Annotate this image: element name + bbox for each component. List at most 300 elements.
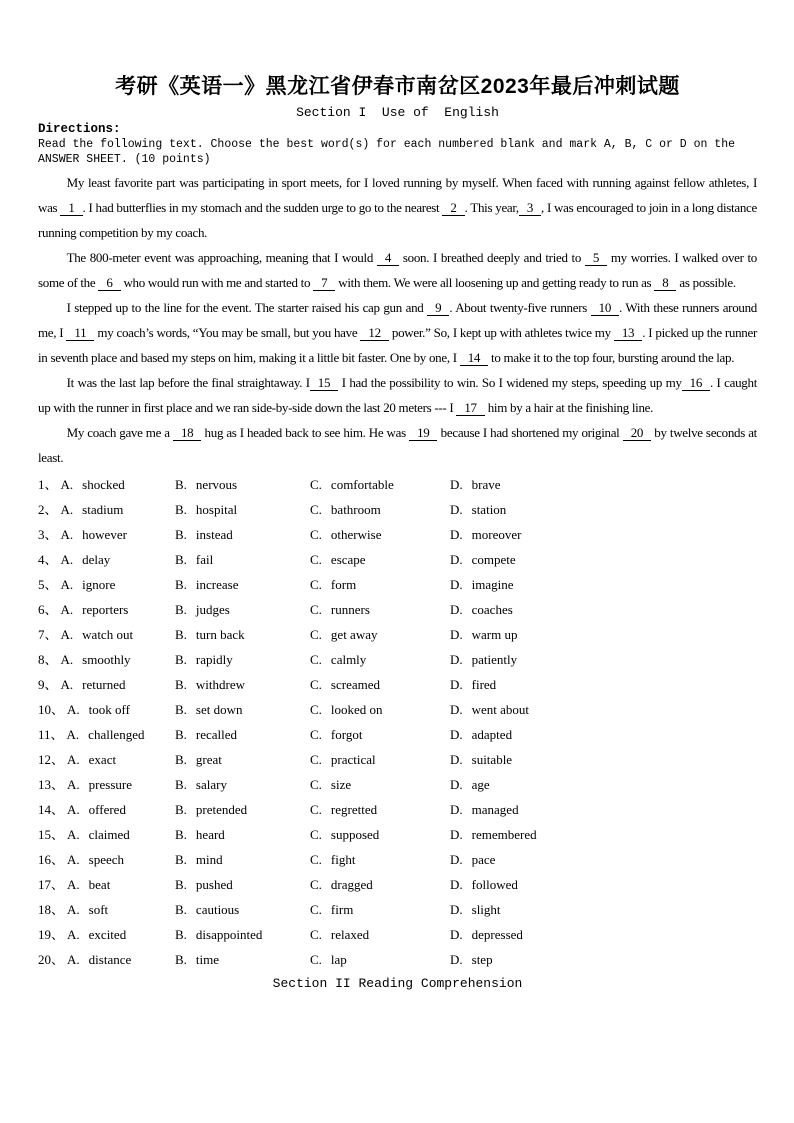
option-label: C. bbox=[310, 752, 322, 767]
option-label: A. bbox=[67, 902, 80, 917]
option-label: B. bbox=[175, 777, 187, 792]
option-text: smoothly bbox=[82, 652, 131, 667]
option-label: D. bbox=[450, 502, 463, 517]
option-label: C. bbox=[310, 677, 322, 692]
passage-text: . I had butterflies in my stomach and the sudden urge to go to the nearest bbox=[82, 200, 443, 215]
question-11-option-c bbox=[310, 722, 450, 747]
option-text: fight bbox=[330, 852, 356, 867]
question-number: 10、 bbox=[38, 702, 65, 717]
cloze-blank-13: 13 bbox=[614, 325, 642, 341]
question-6-option-a bbox=[38, 597, 175, 622]
option-label: D. bbox=[450, 752, 463, 767]
passage-text: him by a hair at the finishing line. bbox=[484, 400, 654, 415]
cloze-blank-6: 6 bbox=[98, 275, 120, 291]
option-text: pretended bbox=[195, 802, 248, 817]
question-number: 3、 bbox=[38, 527, 58, 542]
cloze-blank-4: 4 bbox=[377, 250, 399, 266]
option-label: B. bbox=[175, 527, 187, 542]
option-label: B. bbox=[175, 827, 187, 842]
question-5-option-b bbox=[175, 572, 310, 597]
option-text: bathroom bbox=[330, 502, 381, 517]
option-label: D. bbox=[450, 852, 463, 867]
question-3-option-d bbox=[450, 522, 757, 547]
question-4-option-a bbox=[38, 547, 175, 572]
option-label: C. bbox=[310, 552, 322, 567]
question-number: 6、 bbox=[38, 602, 58, 617]
question-number: 20、 bbox=[38, 952, 65, 967]
question-19-option-c bbox=[310, 922, 450, 947]
question-number: 16、 bbox=[38, 852, 65, 867]
passage-text: hug as I headed back to see him. He was bbox=[201, 425, 410, 440]
option-label: D. bbox=[450, 527, 463, 542]
question-18-option-a bbox=[38, 897, 175, 922]
option-label: C. bbox=[310, 702, 322, 717]
option-text: moreover bbox=[471, 527, 522, 542]
option-label: C. bbox=[310, 627, 322, 642]
option-text: pace bbox=[471, 852, 496, 867]
option-label: D. bbox=[450, 652, 463, 667]
option-text: took off bbox=[88, 702, 130, 717]
cloze-blank-17: 17 bbox=[456, 400, 484, 416]
question-row-8 bbox=[38, 647, 757, 672]
passage-text: My coach gave me a bbox=[66, 425, 173, 440]
question-20-option-c bbox=[310, 947, 450, 972]
option-label: A. bbox=[60, 627, 74, 642]
option-text: coaches bbox=[471, 602, 513, 617]
question-12-option-d bbox=[450, 747, 757, 772]
option-label: D. bbox=[450, 702, 463, 717]
passage-paragraph bbox=[38, 170, 757, 245]
question-13-option-b bbox=[175, 772, 310, 797]
question-6-option-b bbox=[175, 597, 310, 622]
question-9-option-d bbox=[450, 672, 757, 697]
question-8-option-d bbox=[450, 647, 757, 672]
question-17-option-a bbox=[38, 872, 175, 897]
question-15-option-d bbox=[450, 822, 757, 847]
option-text: pressure bbox=[88, 777, 132, 792]
option-text: hospital bbox=[195, 502, 238, 517]
question-2-option-d bbox=[450, 497, 757, 522]
option-label: C. bbox=[310, 927, 322, 942]
question-number: 19、 bbox=[38, 927, 65, 942]
question-row-9 bbox=[38, 672, 757, 697]
question-18-option-d bbox=[450, 897, 757, 922]
cloze-blank-16: 16 bbox=[682, 375, 710, 391]
option-label: D. bbox=[450, 602, 463, 617]
question-9-option-c bbox=[310, 672, 450, 697]
question-11-option-b bbox=[175, 722, 310, 747]
option-text: size bbox=[330, 777, 352, 792]
question-15-option-a bbox=[38, 822, 175, 847]
option-text: forgot bbox=[330, 727, 363, 742]
passage-text: I had the possibility to win. So I widened my steps, speeding up my bbox=[338, 375, 682, 390]
passage-paragraph bbox=[38, 420, 757, 470]
question-1-option-c bbox=[310, 472, 450, 497]
option-text: great bbox=[195, 752, 222, 767]
question-row-13 bbox=[38, 772, 757, 797]
option-label: B. bbox=[175, 852, 187, 867]
option-label: C. bbox=[310, 477, 322, 492]
passage-text: . I picked up the runner in seventh place and based my steps on him, making it a little bit faster. One by one, I bbox=[38, 325, 757, 365]
option-label: D. bbox=[450, 552, 463, 567]
option-text: fired bbox=[471, 677, 497, 692]
question-row-5 bbox=[38, 572, 757, 597]
question-1-option-d bbox=[450, 472, 757, 497]
question-5-option-a bbox=[38, 572, 175, 597]
option-text: pushed bbox=[195, 877, 233, 892]
option-label: B. bbox=[175, 877, 187, 892]
option-text: followed bbox=[471, 877, 518, 892]
question-number: 12、 bbox=[38, 752, 65, 767]
option-label: B. bbox=[175, 552, 187, 567]
question-11-option-d bbox=[450, 722, 757, 747]
option-text: shocked bbox=[82, 477, 125, 492]
passage-text: by twelve seconds at least. bbox=[38, 425, 757, 465]
question-1-option-a bbox=[38, 472, 175, 497]
question-1-option-b bbox=[175, 472, 310, 497]
option-label: C. bbox=[310, 527, 322, 542]
question-8-option-b bbox=[175, 647, 310, 672]
passage-paragraph bbox=[38, 295, 757, 370]
question-row-6 bbox=[38, 597, 757, 622]
question-7-option-b bbox=[175, 622, 310, 647]
option-label: D. bbox=[450, 627, 463, 642]
question-5-option-c bbox=[310, 572, 450, 597]
option-label: B. bbox=[175, 752, 187, 767]
question-3-option-a bbox=[38, 522, 175, 547]
cloze-blank-7: 7 bbox=[313, 275, 335, 291]
option-label: A. bbox=[60, 677, 74, 692]
option-text: calmly bbox=[330, 652, 367, 667]
option-label: A. bbox=[67, 752, 80, 767]
option-label: A. bbox=[60, 602, 74, 617]
question-19-option-d bbox=[450, 922, 757, 947]
option-label: A. bbox=[60, 527, 74, 542]
option-label: D. bbox=[450, 927, 463, 942]
option-label: B. bbox=[175, 577, 187, 592]
question-4-option-d bbox=[450, 547, 757, 572]
question-6-option-d bbox=[450, 597, 757, 622]
option-label: D. bbox=[450, 827, 463, 842]
passage-text: because I had shortened my original bbox=[437, 425, 623, 440]
question-20-option-b bbox=[175, 947, 310, 972]
question-9-option-a bbox=[38, 672, 175, 697]
question-13-option-a bbox=[38, 772, 175, 797]
question-18-option-c bbox=[310, 897, 450, 922]
option-text: mind bbox=[195, 852, 223, 867]
passage-text: as possible. bbox=[676, 275, 736, 290]
question-10-option-c bbox=[310, 697, 450, 722]
option-label: D. bbox=[450, 577, 463, 592]
option-text: distance bbox=[88, 952, 132, 967]
option-label: C. bbox=[310, 827, 322, 842]
option-label: A. bbox=[67, 852, 80, 867]
page-title: 考研《英语一》黑龙江省伊春市南岔区2023年最后冲刺试题 bbox=[115, 75, 680, 98]
question-7-option-d bbox=[450, 622, 757, 647]
question-row-20 bbox=[38, 947, 757, 972]
option-text: nervous bbox=[195, 477, 238, 492]
question-13-option-c bbox=[310, 772, 450, 797]
option-label: A. bbox=[67, 702, 80, 717]
option-text: ignore bbox=[82, 577, 116, 592]
option-text: depressed bbox=[471, 927, 523, 942]
option-label: C. bbox=[310, 727, 322, 742]
option-label: B. bbox=[175, 677, 187, 692]
passage-text: . With these runners around me, I bbox=[38, 300, 758, 340]
option-text: excited bbox=[88, 927, 127, 942]
question-7-option-c bbox=[310, 622, 450, 647]
question-list bbox=[38, 472, 757, 972]
option-label: A. bbox=[60, 552, 74, 567]
section2-heading: Section II Reading Comprehension bbox=[272, 976, 523, 991]
question-8-option-c bbox=[310, 647, 450, 672]
option-text: watch out bbox=[82, 627, 134, 642]
passage-text: It was the last lap before the final straightaway. I bbox=[66, 375, 310, 390]
option-label: C. bbox=[310, 502, 322, 517]
question-number: 8、 bbox=[38, 652, 58, 667]
option-label: A. bbox=[67, 777, 80, 792]
question-20-option-a bbox=[38, 947, 175, 972]
question-row-17 bbox=[38, 872, 757, 897]
option-text: offered bbox=[88, 802, 126, 817]
cloze-blank-1: 1 bbox=[60, 200, 82, 216]
option-text: salary bbox=[195, 777, 227, 792]
option-label: D. bbox=[450, 902, 463, 917]
option-label: B. bbox=[175, 627, 187, 642]
question-row-7 bbox=[38, 622, 757, 647]
question-16-option-b bbox=[175, 847, 310, 872]
question-number: 18、 bbox=[38, 902, 65, 917]
question-10-option-d bbox=[450, 697, 757, 722]
question-11-option-a bbox=[38, 722, 175, 747]
option-label: A. bbox=[67, 877, 80, 892]
question-2-option-a bbox=[38, 497, 175, 522]
option-label: C. bbox=[310, 852, 322, 867]
option-text: managed bbox=[471, 802, 519, 817]
question-number: 4、 bbox=[38, 552, 58, 567]
question-2-option-c bbox=[310, 497, 450, 522]
option-text: brave bbox=[471, 477, 501, 492]
option-label: C. bbox=[310, 777, 322, 792]
option-text: withdrew bbox=[195, 677, 246, 692]
passage-text: power.” So, I kept up with athletes twice my bbox=[388, 325, 614, 340]
question-10-option-b bbox=[175, 697, 310, 722]
option-text: turn back bbox=[195, 627, 245, 642]
question-4-option-c bbox=[310, 547, 450, 572]
option-label: A. bbox=[67, 952, 80, 967]
question-17-option-c bbox=[310, 872, 450, 897]
option-label: A. bbox=[60, 477, 74, 492]
option-text: increase bbox=[195, 577, 239, 592]
option-text: stadium bbox=[82, 502, 124, 517]
option-label: B. bbox=[175, 702, 187, 717]
option-text: instead bbox=[195, 527, 233, 542]
question-18-option-b bbox=[175, 897, 310, 922]
option-text: regretted bbox=[330, 802, 378, 817]
passage-text: soon. I breathed deeply and tried to bbox=[399, 250, 585, 265]
option-text: however bbox=[82, 527, 127, 542]
question-12-option-b bbox=[175, 747, 310, 772]
question-number: 14、 bbox=[38, 802, 65, 817]
option-label: A. bbox=[67, 927, 80, 942]
option-text: compete bbox=[471, 552, 516, 567]
option-text: slight bbox=[471, 902, 501, 917]
question-19-option-b bbox=[175, 922, 310, 947]
question-19-option-a bbox=[38, 922, 175, 947]
question-16-option-d bbox=[450, 847, 757, 872]
option-text: went about bbox=[471, 702, 530, 717]
option-text: firm bbox=[330, 902, 354, 917]
cloze-blank-9: 9 bbox=[427, 300, 449, 316]
option-text: station bbox=[471, 502, 507, 517]
question-9-option-b bbox=[175, 672, 310, 697]
cloze-blank-19: 19 bbox=[409, 425, 437, 441]
question-14-option-a bbox=[38, 797, 175, 822]
option-text: judges bbox=[195, 602, 230, 617]
section1-heading: Section I Use of English bbox=[296, 105, 499, 120]
question-number: 1、 bbox=[38, 477, 58, 492]
option-text: comfortable bbox=[330, 477, 394, 492]
option-label: A. bbox=[66, 727, 80, 742]
option-text: soft bbox=[88, 902, 109, 917]
option-text: beat bbox=[88, 877, 111, 892]
option-text: speech bbox=[88, 852, 125, 867]
option-label: A. bbox=[60, 652, 74, 667]
question-number: 7、 bbox=[38, 627, 58, 642]
cloze-blank-8: 8 bbox=[654, 275, 676, 291]
option-text: get away bbox=[330, 627, 378, 642]
question-row-12 bbox=[38, 747, 757, 772]
cloze-blank-18: 18 bbox=[173, 425, 201, 441]
question-17-option-b bbox=[175, 872, 310, 897]
passage-text: who would run with me and started to bbox=[120, 275, 314, 290]
passage-text: . About twenty-five runners bbox=[449, 300, 591, 315]
question-number: 13、 bbox=[38, 777, 65, 792]
question-row-15 bbox=[38, 822, 757, 847]
question-6-option-c bbox=[310, 597, 450, 622]
option-text: disappointed bbox=[195, 927, 263, 942]
option-label: C. bbox=[310, 802, 322, 817]
passage-paragraph bbox=[38, 245, 757, 295]
option-label: A. bbox=[67, 802, 80, 817]
passage-text: with them. We were all loosening up and getting ready to run as bbox=[335, 275, 655, 290]
cloze-blank-20: 20 bbox=[623, 425, 651, 441]
option-label: D. bbox=[450, 802, 463, 817]
option-label: C. bbox=[310, 652, 322, 667]
option-label: D. bbox=[450, 777, 463, 792]
question-row-16 bbox=[38, 847, 757, 872]
option-label: D. bbox=[450, 727, 463, 742]
question-number: 2、 bbox=[38, 502, 58, 517]
option-label: B. bbox=[175, 802, 187, 817]
question-13-option-d bbox=[450, 772, 757, 797]
option-text: step bbox=[471, 952, 493, 967]
question-12-option-c bbox=[310, 747, 450, 772]
question-5-option-d bbox=[450, 572, 757, 597]
question-number: 11、 bbox=[38, 727, 64, 742]
option-text: supposed bbox=[330, 827, 380, 842]
option-label: C. bbox=[310, 577, 322, 592]
option-text: looked on bbox=[330, 702, 383, 717]
question-15-option-c bbox=[310, 822, 450, 847]
option-text: runners bbox=[330, 602, 370, 617]
option-text: relaxed bbox=[330, 927, 370, 942]
option-text: fail bbox=[195, 552, 214, 567]
option-text: recalled bbox=[195, 727, 238, 742]
option-text: otherwise bbox=[330, 527, 382, 542]
question-row-10 bbox=[38, 697, 757, 722]
passage-text: The 800-meter event was approaching, meaning that I would bbox=[66, 250, 377, 265]
question-row-11 bbox=[38, 722, 757, 747]
question-16-option-c bbox=[310, 847, 450, 872]
question-17-option-d bbox=[450, 872, 757, 897]
option-label: D. bbox=[450, 877, 463, 892]
option-text: suitable bbox=[471, 752, 513, 767]
option-text: set down bbox=[195, 702, 243, 717]
cloze-blank-15: 15 bbox=[310, 375, 338, 391]
option-text: escape bbox=[330, 552, 366, 567]
option-text: claimed bbox=[88, 827, 130, 842]
question-14-option-b bbox=[175, 797, 310, 822]
option-label: D. bbox=[450, 677, 463, 692]
question-7-option-a bbox=[38, 622, 175, 647]
cloze-blank-12: 12 bbox=[360, 325, 388, 341]
question-row-19 bbox=[38, 922, 757, 947]
option-text: remembered bbox=[471, 827, 537, 842]
option-label: A. bbox=[60, 502, 74, 517]
question-4-option-b bbox=[175, 547, 310, 572]
option-label: B. bbox=[175, 727, 187, 742]
question-15-option-b bbox=[175, 822, 310, 847]
cloze-blank-2: 2 bbox=[442, 200, 464, 216]
question-14-option-c bbox=[310, 797, 450, 822]
question-row-2 bbox=[38, 497, 757, 522]
option-text: screamed bbox=[330, 677, 381, 692]
option-text: imagine bbox=[471, 577, 514, 592]
option-label: C. bbox=[310, 602, 322, 617]
question-row-14 bbox=[38, 797, 757, 822]
passage-text: . I caught up with the runner in first place and we ran side-by-side down the last 20 meters --- I bbox=[38, 375, 757, 415]
cloze-passage bbox=[38, 170, 757, 470]
option-text: rapidly bbox=[195, 652, 233, 667]
passage-text: my coach’s words, “You may be small, but you have bbox=[94, 325, 361, 340]
option-text: heard bbox=[195, 827, 225, 842]
option-text: exact bbox=[88, 752, 117, 767]
cloze-blank-10: 10 bbox=[591, 300, 619, 316]
cloze-blank-14: 14 bbox=[460, 350, 488, 366]
passage-text: My least favorite part was participating in sport meets, for I loved running by myself. When faced with running against fellow athletes, I was bbox=[38, 175, 757, 215]
directions-text-line2: ANSWER SHEET. (10 points) bbox=[38, 153, 211, 166]
option-text: age bbox=[471, 777, 490, 792]
question-row-3 bbox=[38, 522, 757, 547]
option-label: C. bbox=[310, 877, 322, 892]
option-text: returned bbox=[82, 677, 126, 692]
question-20-option-d bbox=[450, 947, 757, 972]
cloze-blank-3: 3 bbox=[519, 200, 541, 216]
question-row-1 bbox=[38, 472, 757, 497]
question-number: 5、 bbox=[38, 577, 58, 592]
question-10-option-a bbox=[38, 697, 175, 722]
option-label: D. bbox=[450, 952, 463, 967]
option-text: delay bbox=[82, 552, 111, 567]
cloze-blank-5: 5 bbox=[585, 250, 607, 266]
option-label: B. bbox=[175, 902, 187, 917]
question-14-option-d bbox=[450, 797, 757, 822]
question-3-option-c bbox=[310, 522, 450, 547]
question-row-4 bbox=[38, 547, 757, 572]
question-12-option-a bbox=[38, 747, 175, 772]
option-text: adapted bbox=[471, 727, 513, 742]
